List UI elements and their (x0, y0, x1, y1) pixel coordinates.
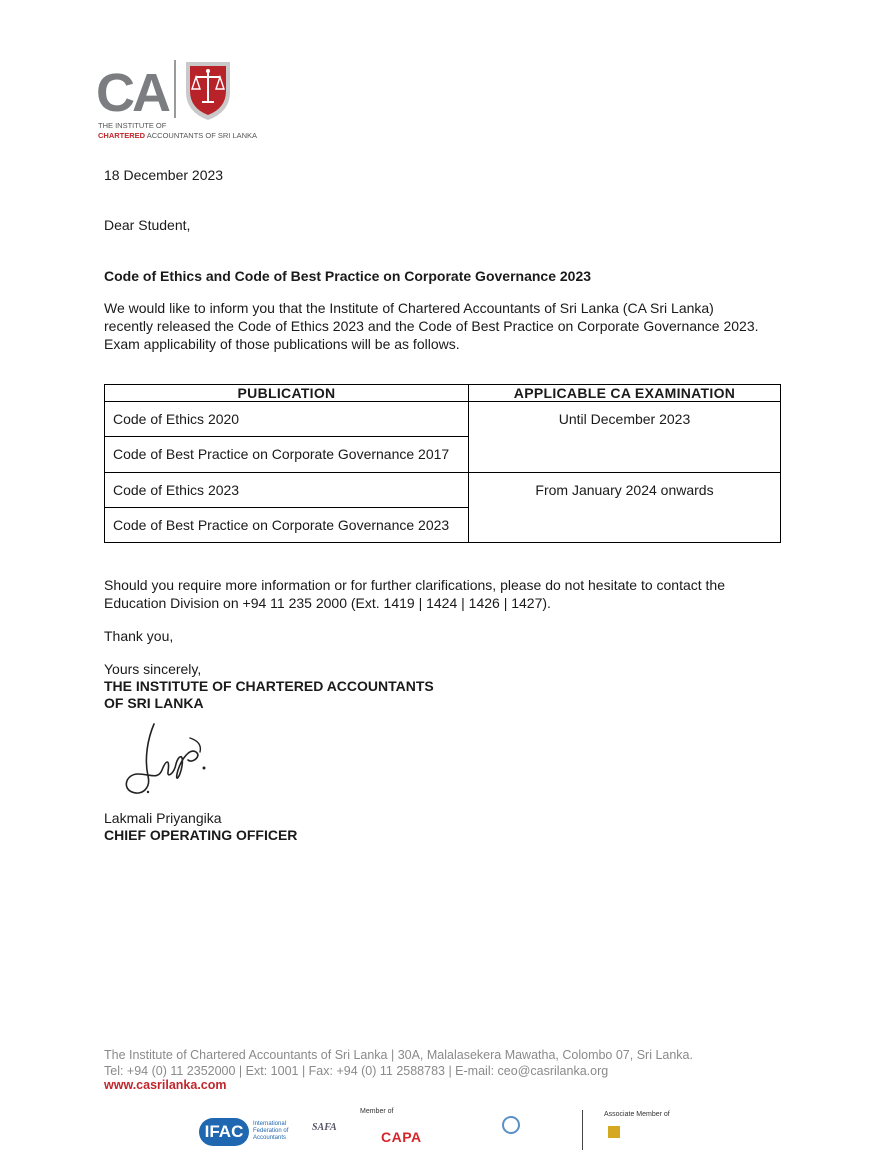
logo-divider (174, 60, 176, 118)
intro-line-1: We would like to inform you that the Institute of Chartered Accountants of Sri Lanka (CA Sri Lanka) (104, 300, 714, 316)
publication-cell: Code of Ethics 2023 (105, 472, 469, 507)
capa-logo: CAPA (381, 1129, 422, 1145)
exam-cell: Until December 2023 (469, 402, 781, 472)
publication-cell: Code of Best Practice on Corporate Governance 2017 (105, 437, 469, 472)
associate-member-label: Associate Member of (604, 1111, 670, 1118)
safa-logo: SAFA (312, 1122, 337, 1133)
org-name-line-1: THE INSTITUTE OF CHARTERED ACCOUNTANTS (104, 678, 434, 694)
applicability-table (104, 384, 781, 543)
member-body-logo-icon (502, 1116, 520, 1134)
thanks-line: Thank you, (104, 628, 174, 644)
publication-cell: Code of Best Practice on Corporate Governance 2023 (105, 507, 469, 542)
logo-institute-line: THE INSTITUTE OF (98, 121, 167, 130)
ca-sri-lanka-logo (96, 58, 256, 148)
logo-accountants-text: ACCOUNTANTS OF SRI LANKA (145, 131, 258, 140)
signature-image (118, 718, 218, 800)
exam-cell: From January 2024 onwards (469, 472, 781, 542)
org-name-line-2: OF SRI LANKA (104, 695, 204, 711)
footer-contact: Tel: +94 (0) 11 2352000 | Ext: 1001 | Fax: +94 (0) 11 2588783 | E-mail: ceo@casrilanka.org (104, 1064, 609, 1078)
letter-date: 18 December 2023 (104, 167, 224, 183)
table-header-row (105, 385, 781, 402)
footer-address: The Institute of Chartered Accountants of Sri Lanka | 30A, Malalasekera Mawatha, Colombo 07, Sri Lanka. (104, 1048, 693, 1062)
signatory-name: Lakmali Priyangika (104, 810, 222, 826)
ifac-logo-text: International Federation of Accountants (253, 1121, 289, 1141)
footer-divider (582, 1110, 583, 1150)
website-link[interactable]: www.casrilanka.com (104, 1078, 227, 1092)
table-row (105, 402, 781, 437)
scales-shield-icon (182, 58, 234, 122)
logo-chartered-word: CHARTERED (98, 131, 146, 140)
publication-cell: Code of Ethics 2020 (105, 402, 469, 437)
table-row (105, 472, 781, 507)
letter-subject: Code of Ethics and Code of Best Practice on Corporate Governance 2023 (104, 268, 592, 284)
logo-letters: CA (96, 63, 168, 123)
contact-line-2: Education Division on +94 11 235 2000 (Ext. 1419 | 1424 | 1426 | 1427). (104, 595, 551, 611)
contact-line-1: Should you require more information or for further clarifications, please do not hesitate to contact the (104, 577, 726, 593)
logo-name-line (98, 131, 257, 140)
ifac-logo: IFAC (199, 1118, 249, 1146)
salutation: Dear Student, (104, 217, 191, 233)
associate-body-logo-icon (608, 1126, 620, 1138)
closing-line: Yours sincerely, (104, 661, 202, 677)
member-of-label: Member of (360, 1108, 394, 1115)
signatory-title: CHIEF OPERATING OFFICER (104, 827, 298, 843)
intro-line-2: recently released the Code of Ethics 2023 and the Code of Best Practice on Corporate Governance 2023. (104, 318, 759, 334)
intro-line-3: Exam applicability of those publications will be as follows. (104, 336, 460, 352)
column-header-publication: PUBLICATION (105, 385, 469, 402)
column-header-exam: APPLICABLE CA EXAMINATION (469, 385, 781, 402)
